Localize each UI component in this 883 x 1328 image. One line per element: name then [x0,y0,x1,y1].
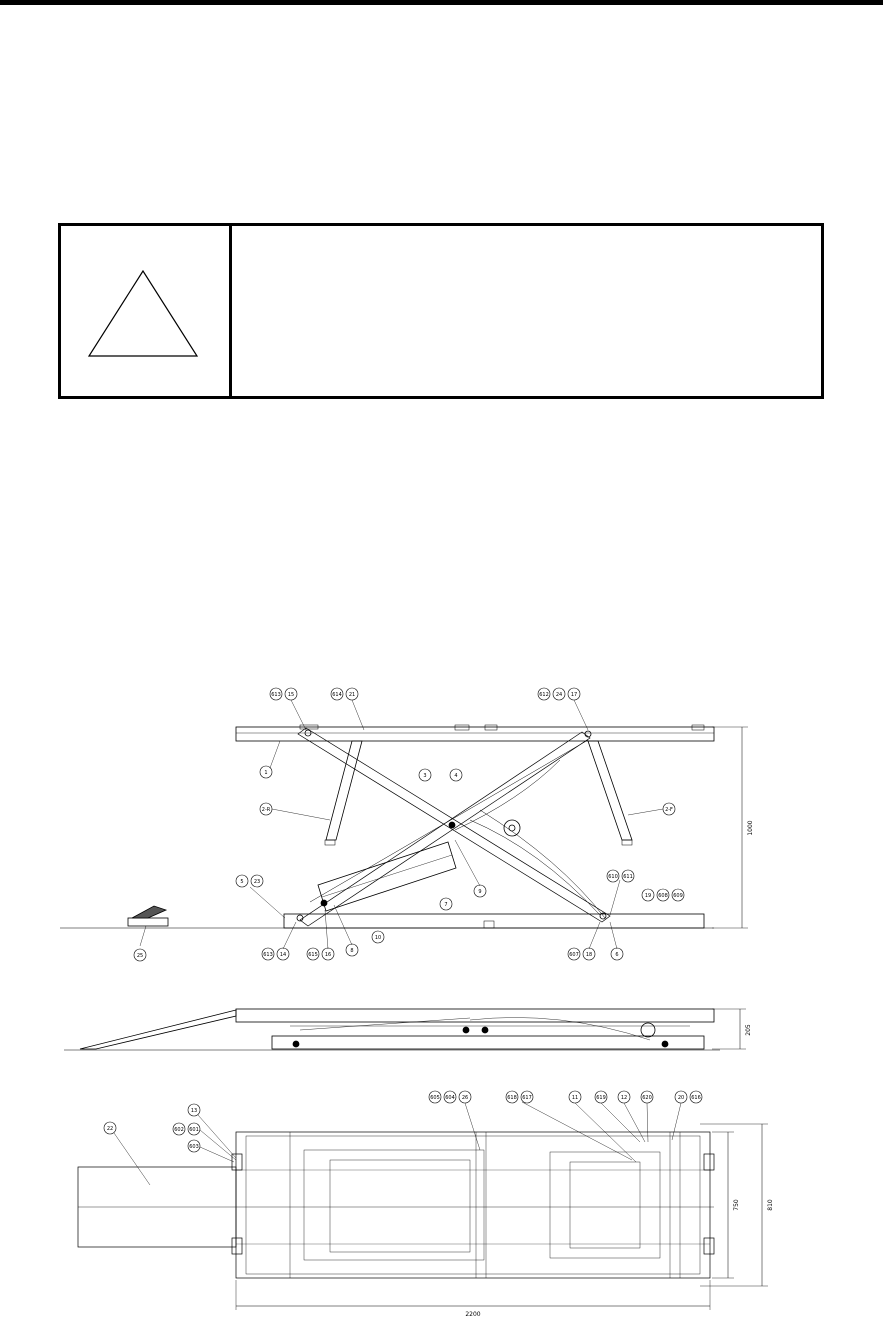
svg-text:602: 602 [174,1127,184,1133]
callout [346,944,358,956]
svg-text:15: 15 [287,692,295,698]
callout [277,948,289,960]
svg-text:2-R: 2-R [261,807,271,813]
callout [450,769,462,781]
svg-text:607: 607 [569,952,579,958]
callout [568,948,580,960]
callout [251,875,263,887]
lowered-view [64,1009,746,1050]
svg-text:9: 9 [478,889,482,895]
svg-text:14: 14 [279,952,287,958]
svg-text:7: 7 [444,902,448,908]
callout [188,1104,200,1116]
callout [663,803,675,815]
side-callouts [134,688,684,961]
svg-text:26: 26 [461,1095,469,1101]
top-outer-width-dim: 810 [767,1199,774,1211]
svg-text:11: 11 [571,1095,579,1101]
callout [607,870,619,882]
svg-text:3: 3 [423,773,427,779]
svg-text:24: 24 [555,692,563,698]
svg-text:5: 5 [240,879,244,885]
svg-text:10: 10 [374,935,382,941]
warning-box [58,223,824,399]
svg-text:13: 13 [190,1108,198,1114]
callout [429,1091,441,1103]
svg-text:4: 4 [454,773,458,779]
callout [521,1091,533,1103]
svg-text:17: 17 [570,692,578,698]
callout [657,889,669,901]
callout [538,688,550,700]
technical-drawing [0,670,883,1328]
svg-text:619: 619 [596,1095,606,1101]
svg-text:611: 611 [623,874,633,880]
callout [419,769,431,781]
svg-text:23: 23 [253,879,261,885]
callout [188,1123,200,1135]
callout [285,688,297,700]
svg-text:616: 616 [691,1095,701,1101]
svg-text:601: 601 [189,1127,199,1133]
svg-text:8: 8 [350,948,354,954]
callout [262,948,274,960]
top-inner-width-dim: 750 [733,1199,740,1211]
svg-text:25: 25 [136,953,144,959]
callout [672,889,684,901]
svg-text:613: 613 [263,952,273,958]
lowered-height-dim: 205 [745,1024,752,1036]
callout [104,1122,116,1134]
callout [134,949,146,961]
callout [553,688,565,700]
top-callouts [104,1091,702,1152]
svg-text:620: 620 [642,1095,652,1101]
callout [188,1140,200,1152]
callout [641,1091,653,1103]
callout [372,931,384,943]
svg-text:613: 613 [271,692,281,698]
callout [260,803,272,815]
svg-text:608: 608 [658,893,668,899]
callout [440,898,452,910]
warning-text [232,226,821,396]
svg-text:22: 22 [106,1126,114,1132]
svg-text:2-F: 2-F [665,807,673,813]
top-view [78,1124,768,1310]
callout [236,875,248,887]
svg-text:6: 6 [615,952,619,958]
callout [568,688,580,700]
svg-text:604: 604 [445,1095,455,1101]
warning-icon-cell [61,226,232,396]
callout [690,1091,702,1103]
svg-text:609: 609 [673,893,683,899]
callout [595,1091,607,1103]
callout [173,1123,185,1135]
foot-pedal [128,906,168,946]
callout [611,948,623,960]
callout [569,1091,581,1103]
svg-text:21: 21 [348,692,356,698]
callout [675,1091,687,1103]
callout [444,1091,456,1103]
warning-triangle-icon [61,226,229,396]
side-height-dim: 1000 [747,820,754,836]
svg-text:618: 618 [507,1095,517,1101]
top-rule [0,0,883,5]
svg-text:603: 603 [189,1144,199,1150]
callout [474,885,486,897]
svg-text:20: 20 [677,1095,685,1101]
callout [346,688,358,700]
callout [270,688,282,700]
svg-text:19: 19 [644,893,652,899]
callout [583,948,595,960]
svg-text:18: 18 [585,952,593,958]
top-length-dim: 2200 [465,1311,481,1318]
callout [618,1091,630,1103]
svg-text:16: 16 [324,952,332,958]
svg-text:1: 1 [264,770,268,776]
svg-text:614: 614 [332,692,342,698]
svg-text:610: 610 [608,874,618,880]
svg-text:617: 617 [522,1095,532,1101]
callout [642,889,654,901]
callout [506,1091,518,1103]
svg-text:612: 612 [539,692,549,698]
svg-text:615: 615 [308,952,318,958]
svg-text:12: 12 [620,1095,628,1101]
callout [331,688,343,700]
svg-text:605: 605 [430,1095,440,1101]
callout [322,948,334,960]
callout [622,870,634,882]
callout [459,1091,471,1103]
callout [307,948,319,960]
